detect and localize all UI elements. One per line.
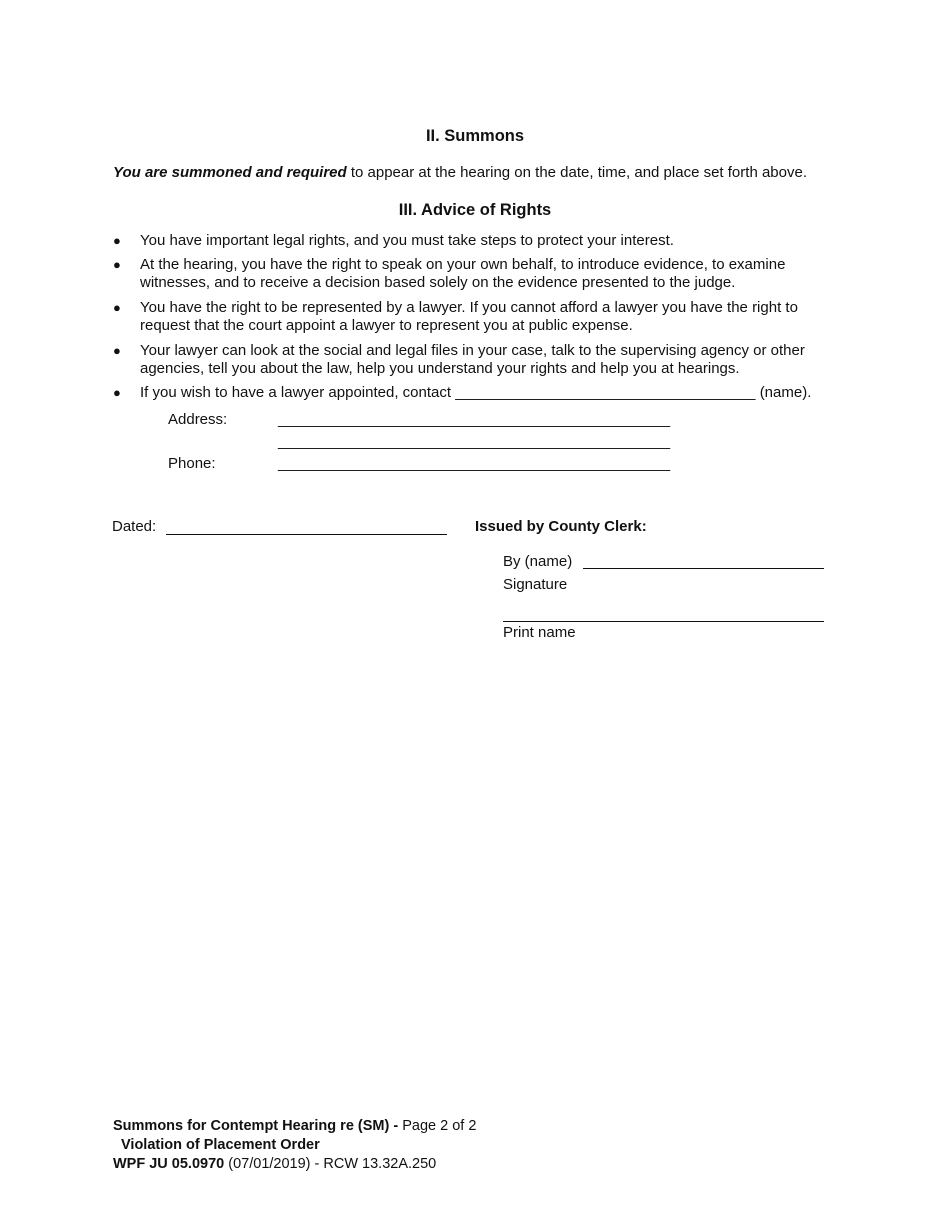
signature-label: Signature xyxy=(503,576,568,593)
print-name-label: Print name xyxy=(503,624,576,641)
by-name-label: By (name) xyxy=(503,553,573,570)
contact-line xyxy=(140,384,840,402)
contact-name-blank[interactable]: ____________________________________ xyxy=(455,384,756,401)
bullet-icon: ● xyxy=(113,257,121,272)
footer-form-id: WPF JU 05.0970 xyxy=(113,1156,225,1172)
summons-heading: II. Summons xyxy=(425,127,525,145)
advice-bullet-text: Your lawyer can look at the social and legal files in your case, talk to the supervising agency or other xyxy=(140,342,805,359)
advice-bullet-text: You have the right to be represented by a lawyer. If you cannot afford a lawyer you have the right to xyxy=(140,299,798,316)
advice-bullet-text: At the hearing, you have the right to speak on your own behalf, to introduce evidence, to examine xyxy=(140,256,786,273)
phone-line[interactable]: _______________________________________________ xyxy=(278,455,671,472)
advice-bullet-text: request that the court appoint a lawyer to represent you at public expense. xyxy=(140,317,633,334)
contact-suffix: (name). xyxy=(759,384,812,401)
bullet-icon: ● xyxy=(113,300,121,315)
footer-title-line xyxy=(113,1118,476,1134)
summons-emphasis: You are summoned and required xyxy=(113,164,347,181)
phone-label: Phone: xyxy=(168,455,216,472)
bullet-icon: ● xyxy=(113,233,121,248)
footer-subtitle: Violation of Placement Order xyxy=(121,1137,320,1153)
address-line-1[interactable]: _______________________________________________ xyxy=(278,411,671,428)
dated-line[interactable] xyxy=(166,534,447,535)
dated-label: Dated: xyxy=(112,518,157,535)
bullet-icon: ● xyxy=(113,385,121,400)
footer-form-meta: (07/01/2019) - RCW 13.32A.250 xyxy=(224,1156,437,1172)
print-name-line[interactable] xyxy=(503,621,824,622)
bullet-icon: ● xyxy=(113,343,121,358)
address-label: Address: xyxy=(168,411,228,428)
footer-title: Summons for Contempt Hearing re (SM) - xyxy=(113,1118,399,1134)
address-line-2[interactable]: _______________________________________________ xyxy=(278,433,671,450)
advice-bullet-text: You have important legal rights, and you must take steps to protect your interest. xyxy=(140,232,674,249)
summons-text: to appear at the hearing on the date, time, and place set forth above. xyxy=(346,164,807,181)
advice-bullet-text: agencies, tell you about the law, help you understand your rights and help you at hearings. xyxy=(140,360,740,377)
signature-line[interactable] xyxy=(583,568,824,569)
advice-heading: III. Advice of Rights xyxy=(398,201,552,219)
contact-prefix: If you wish to have a lawyer appointed, contact xyxy=(140,384,452,401)
footer-page: Page 2 of 2 xyxy=(398,1118,477,1134)
issued-by-label: Issued by County Clerk: xyxy=(475,518,647,535)
advice-bullet-text: witnesses, and to receive a decision based solely on the evidence presented to the judge. xyxy=(140,274,736,291)
summons-paragraph xyxy=(113,164,807,181)
footer-form-line xyxy=(113,1156,436,1172)
